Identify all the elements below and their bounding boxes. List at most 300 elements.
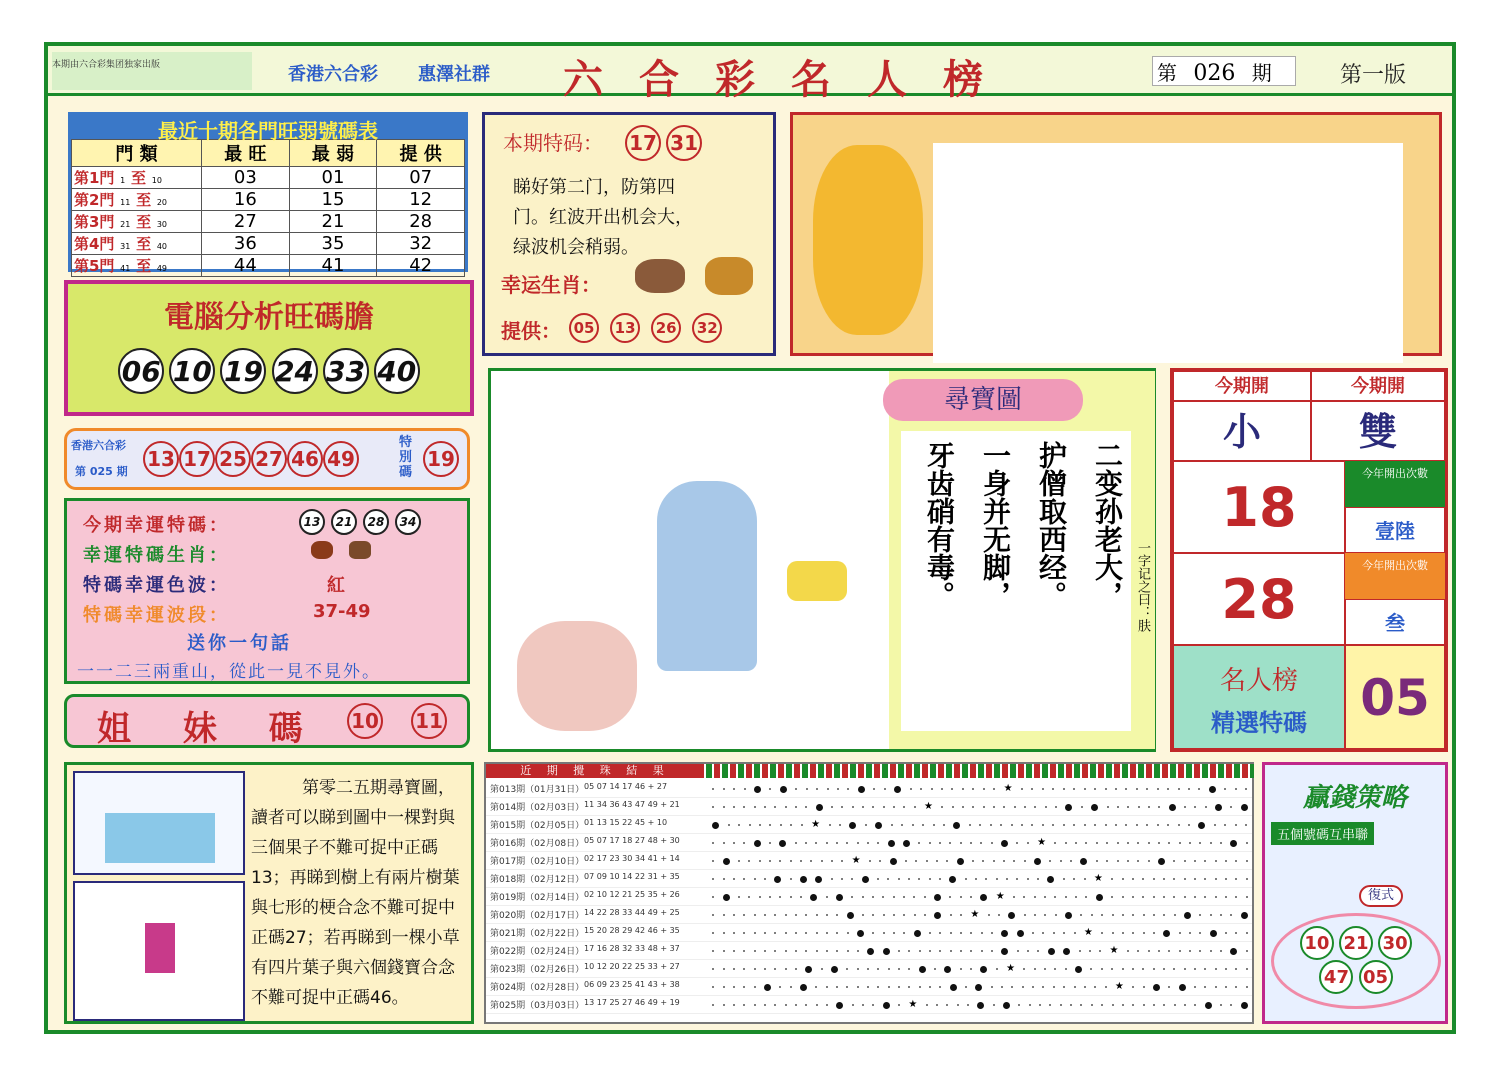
saying-text: 一一二三兩重山，從此一見不見外。 — [77, 662, 381, 682]
door-to: 30 — [156, 220, 168, 229]
empty-dot — [759, 824, 761, 826]
empty-dot — [898, 1004, 900, 1006]
empty-dot — [931, 788, 933, 790]
empty-dot — [1023, 968, 1025, 970]
history-issue: 第021期（02月22日） — [490, 929, 585, 939]
empty-dot — [991, 842, 993, 844]
empty-dot — [836, 914, 838, 916]
empty-dot — [836, 932, 838, 934]
empty-dot — [841, 878, 843, 880]
empty-dot — [1148, 842, 1150, 844]
special-star: ★ — [851, 855, 861, 866]
empty-dot — [1246, 932, 1248, 934]
door-to: 20 — [156, 198, 168, 207]
history-issue: 第016期（02月08日） — [490, 839, 585, 849]
empty-dot — [893, 896, 895, 898]
empty-dot — [1034, 968, 1036, 970]
empty-dot — [764, 968, 766, 970]
empty-dot — [1027, 842, 1029, 844]
org-name: 香港六合彩 — [288, 64, 378, 85]
history-panel — [484, 762, 1254, 1024]
result-count-1: 壹陸 — [1345, 507, 1445, 553]
history-row — [486, 978, 1252, 996]
empty-dot — [1049, 1004, 1051, 1006]
col-door: 門 類 — [72, 140, 202, 167]
empty-dot — [1117, 842, 1119, 844]
result-header-size: 今期開 — [1173, 371, 1311, 401]
empty-dot — [1055, 914, 1057, 916]
empty-dot — [1163, 878, 1165, 880]
drawn-dot — [1091, 804, 1098, 811]
page — [44, 42, 1456, 1034]
empty-dot — [743, 950, 745, 952]
col-weak: 最 弱 — [289, 140, 377, 167]
empty-dot — [1173, 860, 1175, 862]
empty-dot — [785, 968, 787, 970]
issue-box — [1152, 56, 1296, 86]
empty-dot — [1194, 878, 1196, 880]
empty-dot — [1065, 896, 1067, 898]
empty-dot — [723, 842, 725, 844]
last-draw-ball: 49 — [323, 441, 359, 477]
empty-dot — [972, 788, 974, 790]
empty-dot — [805, 1004, 807, 1006]
empty-dot — [1178, 824, 1180, 826]
empty-dot — [1099, 950, 1101, 952]
empty-dot — [1167, 824, 1169, 826]
empty-dot — [846, 986, 848, 988]
drawn-dot — [890, 858, 897, 865]
empty-dot — [922, 824, 924, 826]
special-star: ★ — [995, 891, 1005, 902]
empty-dot — [857, 950, 859, 952]
empty-dot — [970, 950, 972, 952]
drawn-dot — [754, 840, 761, 847]
history-row — [486, 816, 1252, 834]
empty-dot — [712, 896, 714, 898]
door-from: 21 — [120, 220, 131, 229]
weak-value: 21 — [289, 211, 377, 233]
empty-dot — [1143, 914, 1145, 916]
empty-dot — [908, 968, 910, 970]
empty-dot — [795, 950, 797, 952]
empty-dot — [982, 860, 984, 862]
empty-dot — [790, 860, 792, 862]
history-issue: 第014期（02月03日） — [490, 803, 585, 813]
empty-dot — [1246, 986, 1248, 988]
result-number-2: 28 — [1173, 553, 1345, 645]
empty-dot — [723, 986, 725, 988]
empty-dot — [1107, 806, 1109, 808]
empty-dot — [1173, 896, 1175, 898]
empty-dot — [1137, 950, 1139, 952]
empty-dot — [723, 878, 725, 880]
strongweak-row — [72, 189, 465, 211]
special-star: ★ — [1083, 927, 1093, 938]
empty-dot — [831, 878, 833, 880]
drawn-dot — [1215, 804, 1222, 811]
empty-dot — [1153, 968, 1155, 970]
empty-dot — [1246, 968, 1248, 970]
drawn-dot — [1163, 930, 1170, 937]
empty-dot — [1138, 806, 1140, 808]
history-row — [486, 996, 1252, 1014]
drawn-dot — [800, 984, 807, 991]
drawn-dot — [1080, 858, 1087, 865]
drawn-dot — [810, 894, 817, 901]
empty-dot — [1053, 986, 1055, 988]
empty-dot — [972, 860, 974, 862]
empty-dot — [769, 788, 771, 790]
empty-dot — [1132, 878, 1134, 880]
empty-dot — [1122, 1004, 1124, 1006]
empty-dot — [926, 1004, 928, 1006]
empty-dot — [733, 986, 735, 988]
empty-dot — [1204, 860, 1206, 862]
drawn-dot — [1210, 930, 1217, 937]
result-number-1: 18 — [1173, 461, 1345, 553]
empty-dot — [1034, 806, 1036, 808]
lucky-special-numbers — [299, 509, 421, 535]
history-dot-grid — [708, 996, 1252, 1014]
special-star: ★ — [1093, 873, 1103, 884]
empty-dot — [1220, 1004, 1222, 1006]
empty-dot — [738, 896, 740, 898]
empty-dot — [970, 932, 972, 934]
empty-dot — [1023, 896, 1025, 898]
result-parity: 雙 — [1311, 401, 1445, 461]
empty-dot — [754, 968, 756, 970]
empty-dot — [723, 806, 725, 808]
empty-dot — [790, 986, 792, 988]
empty-dot — [903, 932, 905, 934]
special-star: ★ — [811, 819, 821, 830]
empty-dot — [1188, 788, 1190, 790]
empty-dot — [1215, 860, 1217, 862]
empty-dot — [872, 932, 874, 934]
empty-dot — [1003, 860, 1005, 862]
drawn-dot — [1075, 966, 1082, 973]
drawn-dot — [934, 894, 941, 901]
empty-dot — [939, 842, 941, 844]
empty-dot — [774, 950, 776, 952]
empty-dot — [800, 896, 802, 898]
strategy-subtitle: 五個號碼互串聯 — [1271, 822, 1374, 845]
result-header-parity: 今期開 — [1311, 371, 1445, 401]
book-illustration — [73, 771, 245, 875]
empty-dot — [1055, 806, 1057, 808]
empty-dot — [941, 788, 943, 790]
fame-number: 05 — [1345, 645, 1445, 749]
empty-dot — [1112, 932, 1114, 934]
empty-dot — [1053, 932, 1055, 934]
empty-dot — [883, 914, 885, 916]
empty-dot — [985, 878, 987, 880]
history-numbers: 05 07 14 17 46 + 27 — [584, 782, 668, 791]
empty-dot — [1101, 968, 1103, 970]
empty-dot — [827, 788, 829, 790]
empty-dot — [1111, 896, 1113, 898]
empty-dot — [893, 806, 895, 808]
empty-dot — [862, 806, 864, 808]
empty-dot — [826, 986, 828, 988]
empty-dot — [712, 788, 714, 790]
empty-dot — [884, 788, 886, 790]
empty-dot — [795, 914, 797, 916]
offer-value: 32 — [377, 233, 465, 255]
empty-dot — [764, 806, 766, 808]
empty-dot — [939, 932, 941, 934]
empty-dot — [826, 842, 828, 844]
empty-dot — [1021, 824, 1023, 826]
empty-dot — [1225, 986, 1227, 988]
drawn-dot — [1065, 912, 1072, 919]
empty-dot — [1168, 986, 1170, 988]
empty-dot — [846, 842, 848, 844]
empty-dot — [769, 896, 771, 898]
empty-dot — [1037, 878, 1039, 880]
empty-dot — [841, 806, 843, 808]
history-row — [486, 798, 1252, 816]
empty-dot — [950, 932, 952, 934]
empty-dot — [1173, 878, 1175, 880]
history-numbers: 13 17 25 27 46 49 + 19 — [584, 998, 680, 1007]
empty-dot — [1163, 1004, 1165, 1006]
empty-dot — [1137, 860, 1139, 862]
empty-dot — [1153, 878, 1155, 880]
empty-dot — [1127, 842, 1129, 844]
empty-dot — [960, 896, 962, 898]
col-best: 最 旺 — [202, 140, 290, 167]
empty-dot — [1215, 986, 1217, 988]
drawn-dot — [1241, 1002, 1248, 1009]
offer-ball: 05 — [569, 313, 599, 343]
empty-dot — [1184, 968, 1186, 970]
history-dot-grid — [708, 852, 1252, 870]
empty-dot — [774, 914, 776, 916]
lucky-zodiac-row-label: 幸運特碼生肖： — [83, 545, 230, 566]
door-label: 第5門 — [74, 257, 115, 275]
empty-dot — [759, 860, 761, 862]
empty-dot — [1148, 950, 1150, 952]
empty-dot — [1224, 824, 1226, 826]
empty-dot — [754, 932, 756, 934]
empty-dot — [914, 914, 916, 916]
history-numbers: 02 10 12 21 25 35 + 26 — [584, 890, 680, 899]
empty-dot — [1127, 806, 1129, 808]
door-sep: 至 — [131, 169, 147, 187]
empty-dot — [1122, 914, 1124, 916]
empty-dot — [1153, 914, 1155, 916]
empty-dot — [1031, 824, 1033, 826]
empty-dot — [839, 824, 841, 826]
empty-dot — [774, 1004, 776, 1006]
drawn-dot — [858, 786, 865, 793]
empty-dot — [912, 824, 914, 826]
door-to: 10 — [151, 176, 162, 185]
door-from: 41 — [120, 264, 131, 273]
banner-blank — [933, 143, 1403, 363]
empty-dot — [1063, 932, 1065, 934]
empty-dot — [852, 806, 854, 808]
history-issue: 第025期（03月03日） — [490, 1001, 585, 1011]
empty-dot — [1081, 806, 1083, 808]
sister-panel — [64, 694, 470, 748]
empty-dot — [926, 860, 928, 862]
last-draw-issue: 第 025 期 — [75, 465, 128, 478]
empty-dot — [993, 1004, 995, 1006]
empty-dot — [764, 950, 766, 952]
poem-line: 一身并无脚， — [979, 441, 1012, 609]
empty-dot — [1215, 878, 1217, 880]
empty-dot — [723, 968, 725, 970]
empty-dot — [877, 842, 879, 844]
door-from: 11 — [120, 198, 131, 207]
drawn-dot — [849, 822, 856, 829]
empty-dot — [981, 932, 983, 934]
empty-dot — [901, 824, 903, 826]
rock-shape — [517, 621, 637, 731]
empty-dot — [1246, 842, 1248, 844]
rooster-icon — [311, 541, 333, 559]
empty-dot — [1224, 788, 1226, 790]
empty-dot — [946, 860, 948, 862]
empty-dot — [1094, 986, 1096, 988]
strongweak-header-row — [72, 140, 465, 167]
banner-panel — [790, 112, 1442, 356]
drawn-dot — [1241, 912, 1248, 919]
history-dot-grid — [708, 906, 1252, 924]
empty-dot — [903, 896, 905, 898]
special-star: ★ — [1109, 945, 1119, 956]
empty-dot — [1044, 914, 1046, 916]
door-label: 第4門 — [74, 235, 115, 253]
drawn-dot — [914, 930, 921, 937]
empty-dot — [738, 860, 740, 862]
empty-dot — [1073, 824, 1075, 826]
empty-dot — [780, 824, 782, 826]
strategy-ball: 10 — [1300, 926, 1334, 960]
empty-dot — [1142, 896, 1144, 898]
strategy-ball: 30 — [1378, 926, 1412, 960]
lucky-ball: 28 — [363, 509, 389, 535]
empty-dot — [882, 896, 884, 898]
result-size: 小 — [1173, 401, 1311, 461]
empty-dot — [712, 950, 714, 952]
empty-dot — [1122, 968, 1124, 970]
treasure-scroll — [889, 371, 1155, 749]
history-numbers: 02 17 23 30 34 41 + 14 — [584, 854, 680, 863]
drawn-dot — [903, 840, 910, 847]
empty-dot — [924, 914, 926, 916]
empty-dot — [1225, 968, 1227, 970]
empty-dot — [1032, 932, 1034, 934]
empty-dot — [1042, 986, 1044, 988]
empty-dot — [1070, 860, 1072, 862]
computer-ball: 33 — [323, 348, 369, 394]
empty-dot — [774, 932, 776, 934]
empty-dot — [1220, 842, 1222, 844]
drawn-dot — [949, 876, 956, 883]
empty-dot — [743, 878, 745, 880]
drawn-dot — [836, 1002, 843, 1009]
empty-dot — [893, 932, 895, 934]
history-dot-grid — [708, 888, 1252, 906]
empty-dot — [957, 1004, 959, 1006]
empty-dot — [960, 932, 962, 934]
drawn-dot — [888, 840, 895, 847]
empty-dot — [712, 968, 714, 970]
empty-dot — [712, 860, 714, 862]
empty-dot — [769, 824, 771, 826]
special-text-line: 睇好第二门，防第四 — [513, 177, 675, 198]
empty-dot — [1024, 914, 1026, 916]
empty-dot — [908, 878, 910, 880]
empty-dot — [1157, 788, 1159, 790]
drawn-dot — [1065, 804, 1072, 811]
empty-dot — [867, 986, 869, 988]
empty-dot — [993, 806, 995, 808]
pig-icon — [635, 259, 685, 293]
empty-dot — [785, 806, 787, 808]
history-dot-grid — [708, 870, 1252, 888]
empty-dot — [1054, 842, 1056, 844]
empty-dot — [929, 878, 931, 880]
drawn-dot — [977, 1002, 984, 1009]
drawn-dot — [919, 966, 926, 973]
empty-dot — [1105, 788, 1107, 790]
empty-dot — [743, 842, 745, 844]
empty-dot — [1096, 842, 1098, 844]
empty-dot — [723, 788, 725, 790]
empty-dot — [979, 824, 981, 826]
empty-dot — [970, 968, 972, 970]
empty-dot — [1143, 932, 1145, 934]
last-draw-ball: 25 — [215, 441, 251, 477]
empty-dot — [846, 968, 848, 970]
empty-dot — [1101, 932, 1103, 934]
fame-subtitle: 精選特碼 — [1211, 709, 1307, 737]
col-offer: 提 供 — [377, 140, 465, 167]
offer-numbers — [569, 313, 722, 343]
empty-dot — [1075, 842, 1077, 844]
empty-dot — [1122, 932, 1124, 934]
history-numbers: 15 20 28 29 42 46 + 35 — [584, 926, 680, 935]
empty-dot — [1137, 842, 1139, 844]
empty-dot — [1122, 878, 1124, 880]
drawn-dot — [1096, 894, 1103, 901]
last-draw-panel — [64, 428, 470, 490]
empty-dot — [1143, 986, 1145, 988]
empty-dot — [1027, 878, 1029, 880]
empty-dot — [1037, 950, 1039, 952]
empty-dot — [1063, 878, 1065, 880]
empty-dot — [1199, 842, 1201, 844]
empty-dot — [790, 878, 792, 880]
empty-dot — [872, 914, 874, 916]
empty-dot — [1049, 860, 1051, 862]
door-label: 第2門 — [74, 191, 115, 209]
empty-dot — [1085, 842, 1087, 844]
history-numbers: 17 16 28 32 33 48 + 37 — [584, 944, 680, 953]
drawn-dot — [800, 876, 807, 883]
last-draw-ball: 46 — [287, 441, 323, 477]
empty-dot — [898, 968, 900, 970]
best-value: 03 — [202, 167, 290, 189]
empty-dot — [1073, 788, 1075, 790]
issue-number: 026 — [1193, 61, 1236, 86]
empty-dot — [1174, 914, 1176, 916]
